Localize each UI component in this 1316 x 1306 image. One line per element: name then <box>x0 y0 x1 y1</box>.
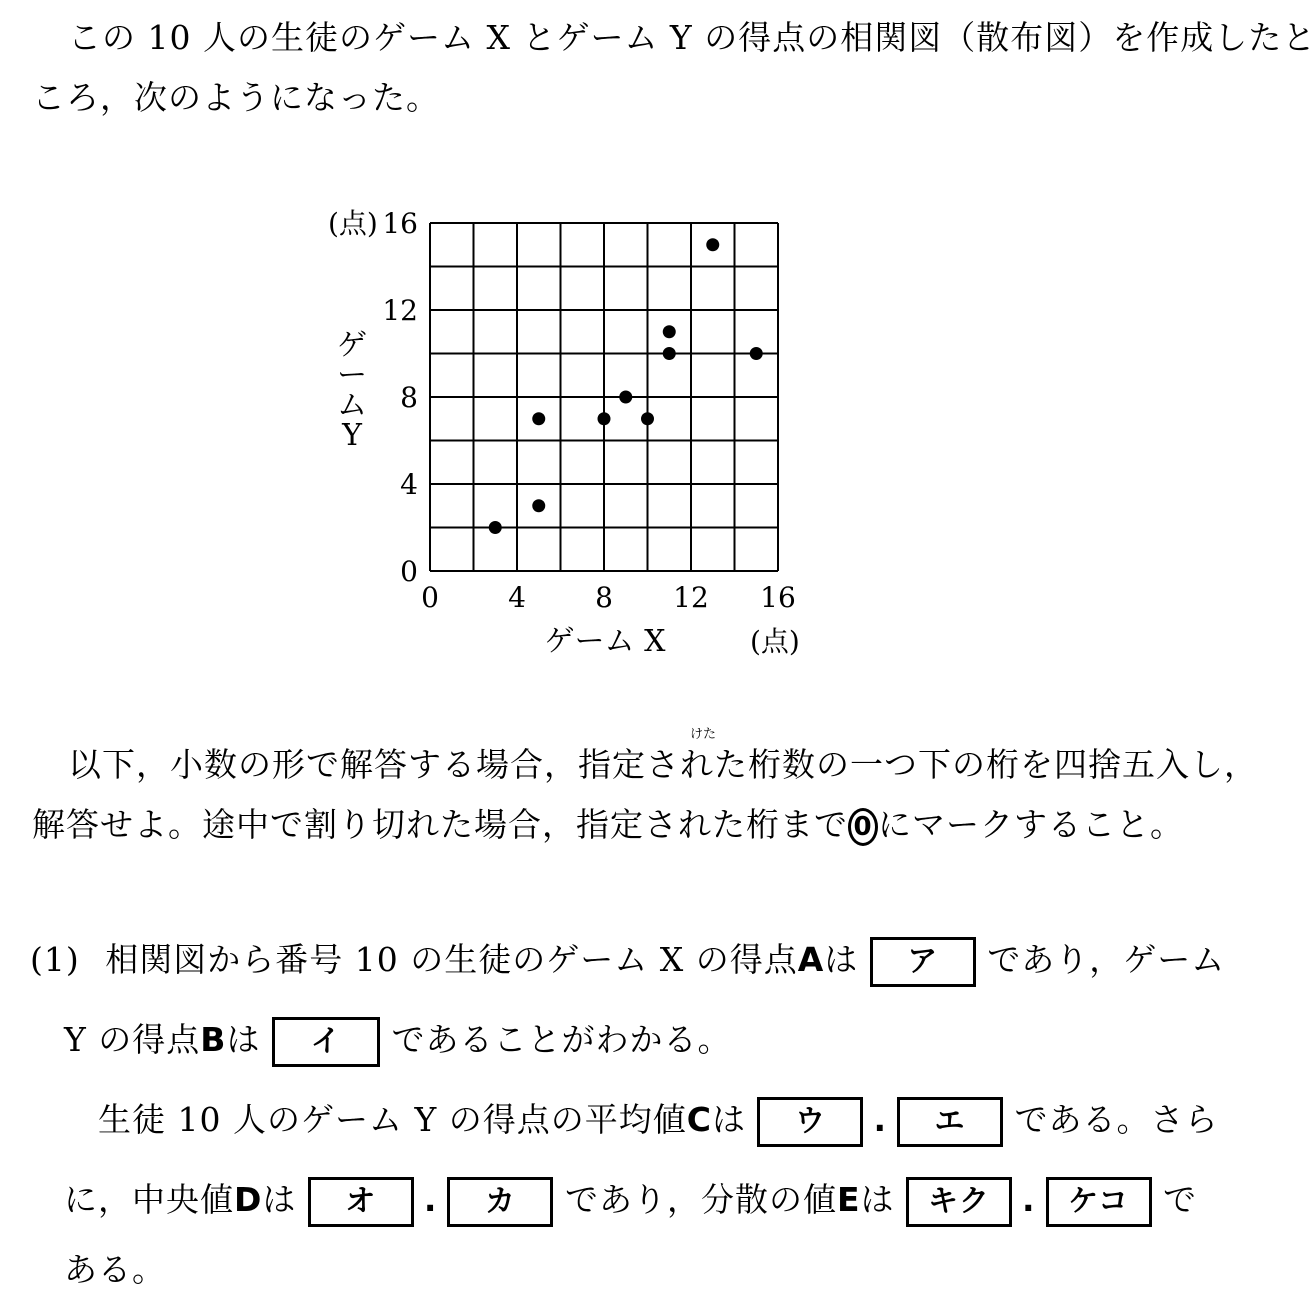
instructions-text-1b: 数の一つ下の桁を四捨五入し， <box>782 745 1258 784</box>
question-text-3a: 生徒 10 人のゲーム Y の得点の平均値 <box>98 1100 687 1139</box>
chart-labels <box>328 207 800 659</box>
intro-line-2: ころ，次のようになった。 <box>32 78 440 117</box>
question-text-1c: であり，ゲーム <box>987 940 1226 979</box>
question-text-2a: Y の得点 <box>64 1020 201 1059</box>
instructions-text-2a: 解答せよ。途中で割り切れた場合，指定された桁まで <box>32 805 848 844</box>
answer-box-u[interactable]: ウ <box>757 1097 863 1147</box>
label-E: E <box>836 1180 861 1219</box>
data-point <box>489 521 502 534</box>
label-C: C <box>686 1100 712 1139</box>
intro-line-1: この 10 人の生徒のゲーム X とゲーム Y の得点の相関図（散布図）を作成したと <box>68 18 1316 57</box>
data-point <box>598 412 611 425</box>
question-number: (1) <box>30 940 80 979</box>
data-point <box>641 412 654 425</box>
answer-box-e[interactable]: エ <box>897 1097 1003 1147</box>
answer-box-o[interactable]: オ <box>308 1177 414 1227</box>
question-text-3b: は <box>711 1100 746 1139</box>
y-tick-label: 0 <box>400 555 418 588</box>
question-line-5: ある。 <box>64 1250 166 1289</box>
question-line-1 <box>30 937 1225 987</box>
chart-points <box>489 238 763 534</box>
keta-char: 桁 <box>748 745 782 784</box>
y-tick-label: 8 <box>400 381 418 414</box>
answer-box-keko[interactable]: ケコ <box>1046 1177 1152 1227</box>
y-tick-label: 12 <box>382 294 418 327</box>
x-tick-label: 8 <box>595 581 613 614</box>
x-tick-label: 16 <box>760 581 796 614</box>
scatter-chart <box>300 190 840 660</box>
instructions-text-1a: 以下，小数の形で解答する場合，指定された <box>68 745 748 784</box>
question-text-3c: である。さら <box>1014 1100 1219 1139</box>
answer-box-i[interactable]: イ <box>272 1017 380 1067</box>
x-unit-label: (点) <box>750 625 800 658</box>
question-text-4c: であり，分散の値 <box>564 1180 837 1219</box>
x-axis-label: ゲーム X <box>544 624 666 659</box>
decimal-point: . <box>1022 1180 1036 1219</box>
data-point <box>663 347 676 360</box>
data-point <box>750 347 763 360</box>
chart-grid <box>430 223 778 571</box>
data-point <box>663 325 676 338</box>
y-tick-label: 16 <box>382 207 418 240</box>
data-point <box>532 412 545 425</box>
answer-box-kiku[interactable]: キク <box>906 1177 1012 1227</box>
y-tick-label: 4 <box>400 468 418 501</box>
question-text-4a: に，中央値 <box>64 1180 234 1219</box>
data-point <box>619 391 632 404</box>
question-text-4b: は <box>262 1180 297 1219</box>
circled-zero-icon: 0 <box>848 808 878 846</box>
answer-box-ka[interactable]: カ <box>447 1177 553 1227</box>
question-line-2 <box>64 1017 731 1067</box>
question-text-4e: で <box>1163 1180 1198 1219</box>
question-line-4 <box>64 1177 1197 1227</box>
keta-ruby: けた <box>690 727 717 742</box>
x-tick-label: 12 <box>673 581 709 614</box>
question-text-1b: は <box>824 940 859 979</box>
question-line-3 <box>98 1097 1219 1147</box>
question-text-1a: 相関図から番号 10 の生徒のゲーム X の得点 <box>105 940 798 979</box>
label-A: A <box>797 940 825 979</box>
instructions-line-2 <box>32 805 1184 846</box>
label-D: D <box>234 1180 263 1219</box>
decimal-point: . <box>423 1180 438 1219</box>
instructions-text-2b: にマークすること。 <box>878 805 1184 844</box>
label-B: B <box>200 1020 227 1059</box>
answer-box-a[interactable]: ア <box>870 937 976 987</box>
data-point <box>706 238 719 251</box>
y-axis-label: ゲーム Y <box>337 328 367 453</box>
x-tick-label: 0 <box>421 581 439 614</box>
y-unit-label: (点) <box>328 207 378 240</box>
x-tick-label: 4 <box>508 581 526 614</box>
data-point <box>532 499 545 512</box>
decimal-point: . <box>873 1100 888 1139</box>
question-text-2c: であることがわかる。 <box>391 1020 732 1059</box>
question-text-4d: は <box>860 1180 895 1219</box>
instructions-line-1 <box>68 745 1258 785</box>
question-text-2b: は <box>226 1020 261 1059</box>
